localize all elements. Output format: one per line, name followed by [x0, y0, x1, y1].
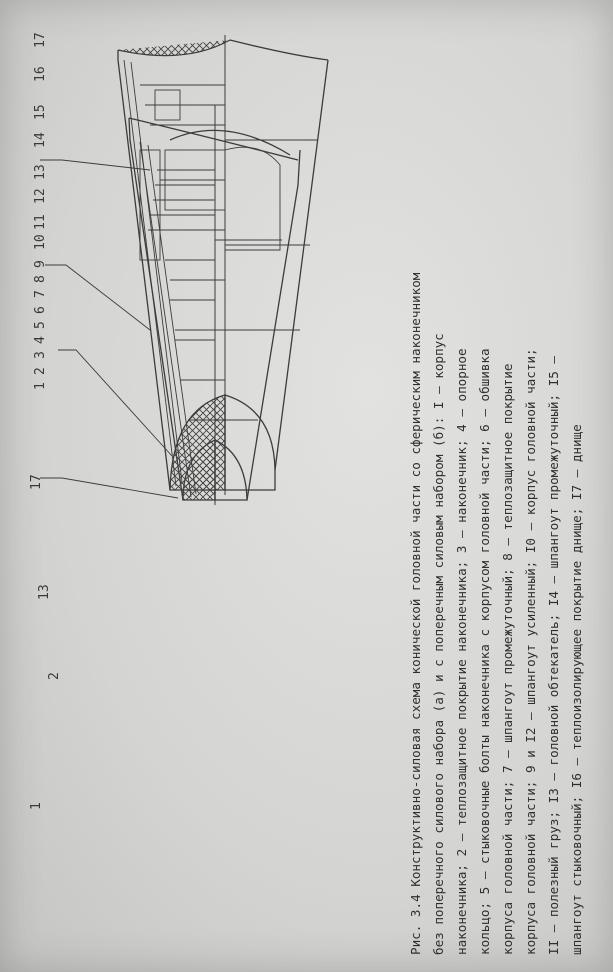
figure-a-drawing — [40, 105, 300, 505]
caption-line-4: кольцо; 5 – стыковочные болты наконечника с корпусом головной части; 6 – обшивка — [477, 348, 492, 955]
caption-line-5: корпуса головной части; 7 – шпангоут промежуточный; 8 – теплозащитное покрытие — [500, 363, 515, 955]
label-b-5: 5 — [33, 321, 48, 329]
label-b-6: 6 — [33, 306, 48, 314]
label-b-7: 7 — [33, 290, 48, 298]
figure-b-drawing — [118, 35, 328, 495]
caption-line-2: без поперечного силового набора (а) и с поперечным силовым набором (б): I – корпус — [431, 333, 446, 955]
label-b-2: 2 — [33, 367, 48, 375]
label-b-17: 17 — [33, 32, 48, 48]
label-b-12: 12 — [33, 188, 48, 204]
caption-line-7: II – полезный груз; I3 – головной обтекатель; I4 – шпангоут промежуточный; I5 – — [546, 356, 561, 955]
label-b-16: 16 — [33, 66, 48, 82]
label-b-3: 3 — [33, 351, 48, 359]
caption-line-1: Рис. 3.4 Конструктивно-силовая схема конической головной части со сферическим наконечником — [408, 272, 423, 955]
label-b-9: 9 — [33, 260, 48, 268]
label-b-13: 13 — [33, 164, 48, 180]
label-a-2: 2 — [47, 672, 62, 680]
leader-a-1 — [40, 478, 178, 498]
caption-line-3: наконечника; 2 – теплозащитное покрытие наконечника; 3 – наконечник; 4 – опорное — [454, 348, 469, 955]
label-b-1: 1 — [33, 382, 48, 390]
label-a-17: 17 — [29, 474, 44, 490]
caption — [408, 272, 584, 955]
label-b-10: 10 — [33, 234, 48, 250]
labels-a — [29, 474, 62, 810]
label-a-1: 1 — [29, 802, 44, 810]
caption-line-8: шпангоут стыковочный; I6 – теплоизолирующее покрытие днище; I7 – днище — [569, 424, 584, 955]
label-b-15: 15 — [33, 104, 48, 120]
label-b-14: 14 — [33, 132, 48, 148]
label-b-8: 8 — [33, 275, 48, 283]
label-a-13: 13 — [37, 584, 52, 600]
label-b-4: 4 — [33, 336, 48, 344]
caption-line-6: корпуса головной части; 9 и I2 – шпангоут усиленный; I0 – корпус головной части; — [523, 348, 538, 955]
labels-b — [33, 32, 48, 390]
base-a — [129, 118, 298, 160]
label-b-11: 11 — [33, 214, 48, 230]
